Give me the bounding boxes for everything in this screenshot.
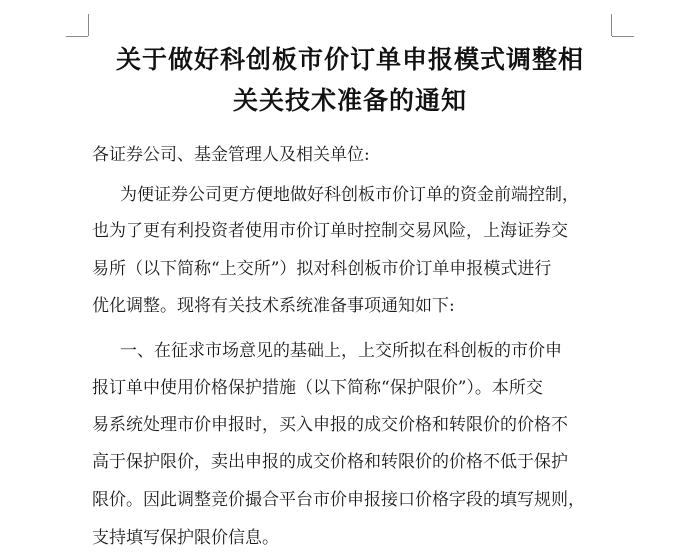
crop-mark-top-right	[611, 14, 612, 36]
salutation: 各证券公司、基金管理人及相关单位:	[92, 145, 370, 165]
paragraph-2-line: 高于保护限价，卖出申报的成交价格和转限价的价格不低于保护	[92, 452, 568, 472]
document-title-line-2: 关关技术准备的通知	[232, 86, 467, 115]
paragraph-2-line: 报订单中使用价格保护措施（以下简称“保护限价”）。本所交	[92, 378, 543, 398]
paragraph-2-line: 支持填写保护限价信息。	[92, 528, 279, 548]
document-title-line-1: 关于做好科创板市价订单申报模式调整相	[115, 45, 584, 74]
paragraph-1-line: 易所（以下简称“上交所”）拟对科创板市价订单申报模式进行	[92, 259, 552, 279]
paragraph-1-line: 优化调整。现将有关技术系统准备事项通知如下:	[92, 296, 455, 316]
paragraph-2-line: 一、在征求市场意见的基础上，上交所拟在科创板的市价申	[120, 341, 562, 361]
crop-mark-top-left	[88, 14, 89, 36]
crop-mark-top-left	[66, 36, 88, 37]
paragraph-1-line: 为便证券公司更方便地做好科创板市价订单的资金前端控制，	[120, 185, 579, 205]
crop-mark-top-right	[612, 36, 634, 37]
paragraph-1-line: 也为了更有利投资者使用市价订单时控制交易风险，上海证券交	[92, 221, 568, 241]
paragraph-2-line: 限价。因此调整竞价撮合平台市价申报接口价格字段的填写规则，	[92, 490, 585, 510]
paragraph-2-line: 易系统处理市价申报时，买入申报的成交价格和转限价的价格不	[92, 415, 568, 435]
